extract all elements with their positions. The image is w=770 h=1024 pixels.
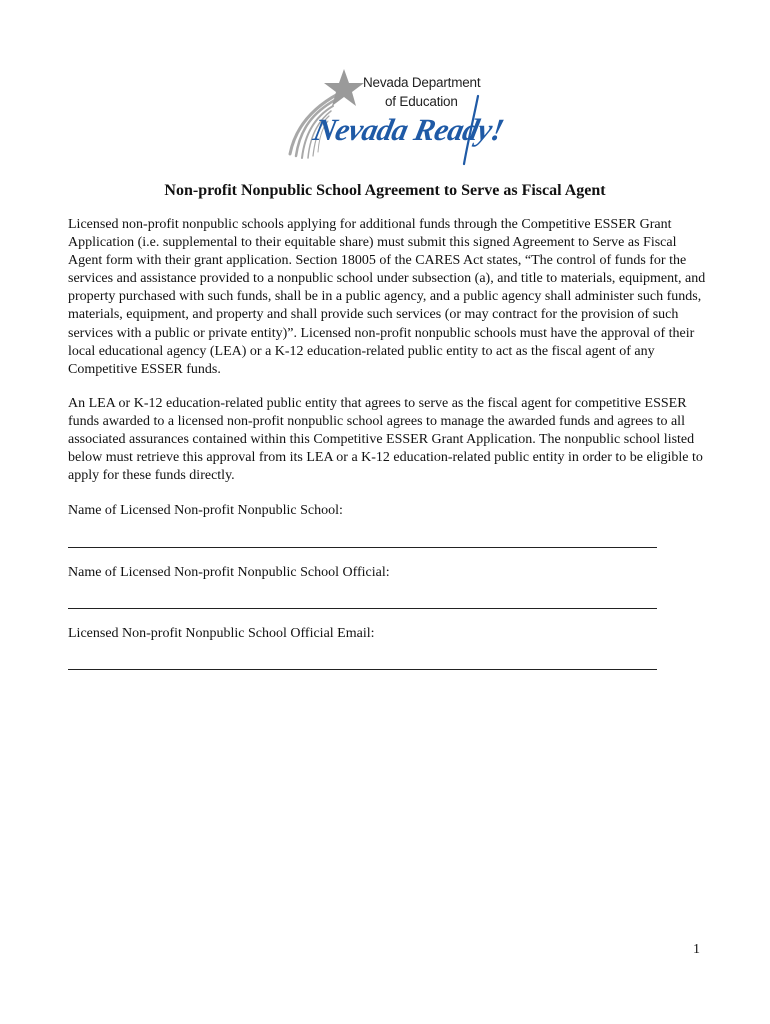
document-title: Non-profit Nonpublic School Agreement to Serve as Fiscal Agent (164, 182, 606, 199)
school-name-field[interactable] (68, 547, 657, 548)
nevada-doe-logo (278, 66, 508, 178)
tagline: Nevada Ready! (310, 112, 507, 147)
official-name-field[interactable] (68, 608, 657, 609)
page-number: 1 (693, 942, 700, 957)
school-name-label: Name of Licensed Non-profit Nonpublic School: (68, 503, 343, 518)
org-name-line2: of Education (385, 94, 458, 109)
intro-paragraph: Licensed non-profit nonpublic schools applying for additional funds through the Competitive ESSER Grant Application (i.e. supplemental to their equitable share) must submit this signed Agreement to Serve as Fiscal Agent form with their grant application. Section 18005 of the CARES Act states, “The control of funds for the services and assistance provided to a nonpublic school under subsection (a), and title to materials, equipment, and property purchased with such funds, shall be in a public agency, and a public agency shall administer such funds, materials, equipment, and property and shall provide such services (or may contract for the provision of such services with a public or private entity)”. Licensed non-profit nonpublic schools must have the approval of their local educational agency (LEA) or a K-12 education-related public entity to act as the fiscal agent of any Competitive ESSER funds. (68, 217, 706, 377)
official-email-field[interactable] (68, 669, 657, 670)
requirements-paragraph: An LEA or K-12 education-related public entity that agrees to serve as the fiscal agent for competitive ESSER funds awarded to a licensed non-profit nonpublic school agrees to manage the awarded funds and agrees to all associated assurances contained within this Competitive ESSER Grant Application. The nonpublic school listed below must retrieve this approval from its LEA or a K-12 education-related public entity in order to be eligible to apply for these funds directly. (68, 396, 703, 484)
org-name-line1: Nevada Department (363, 75, 481, 90)
official-name-label: Name of Licensed Non-profit Nonpublic School Official: (68, 565, 390, 580)
official-email-label: Licensed Non-profit Nonpublic School Official Email: (68, 626, 375, 641)
